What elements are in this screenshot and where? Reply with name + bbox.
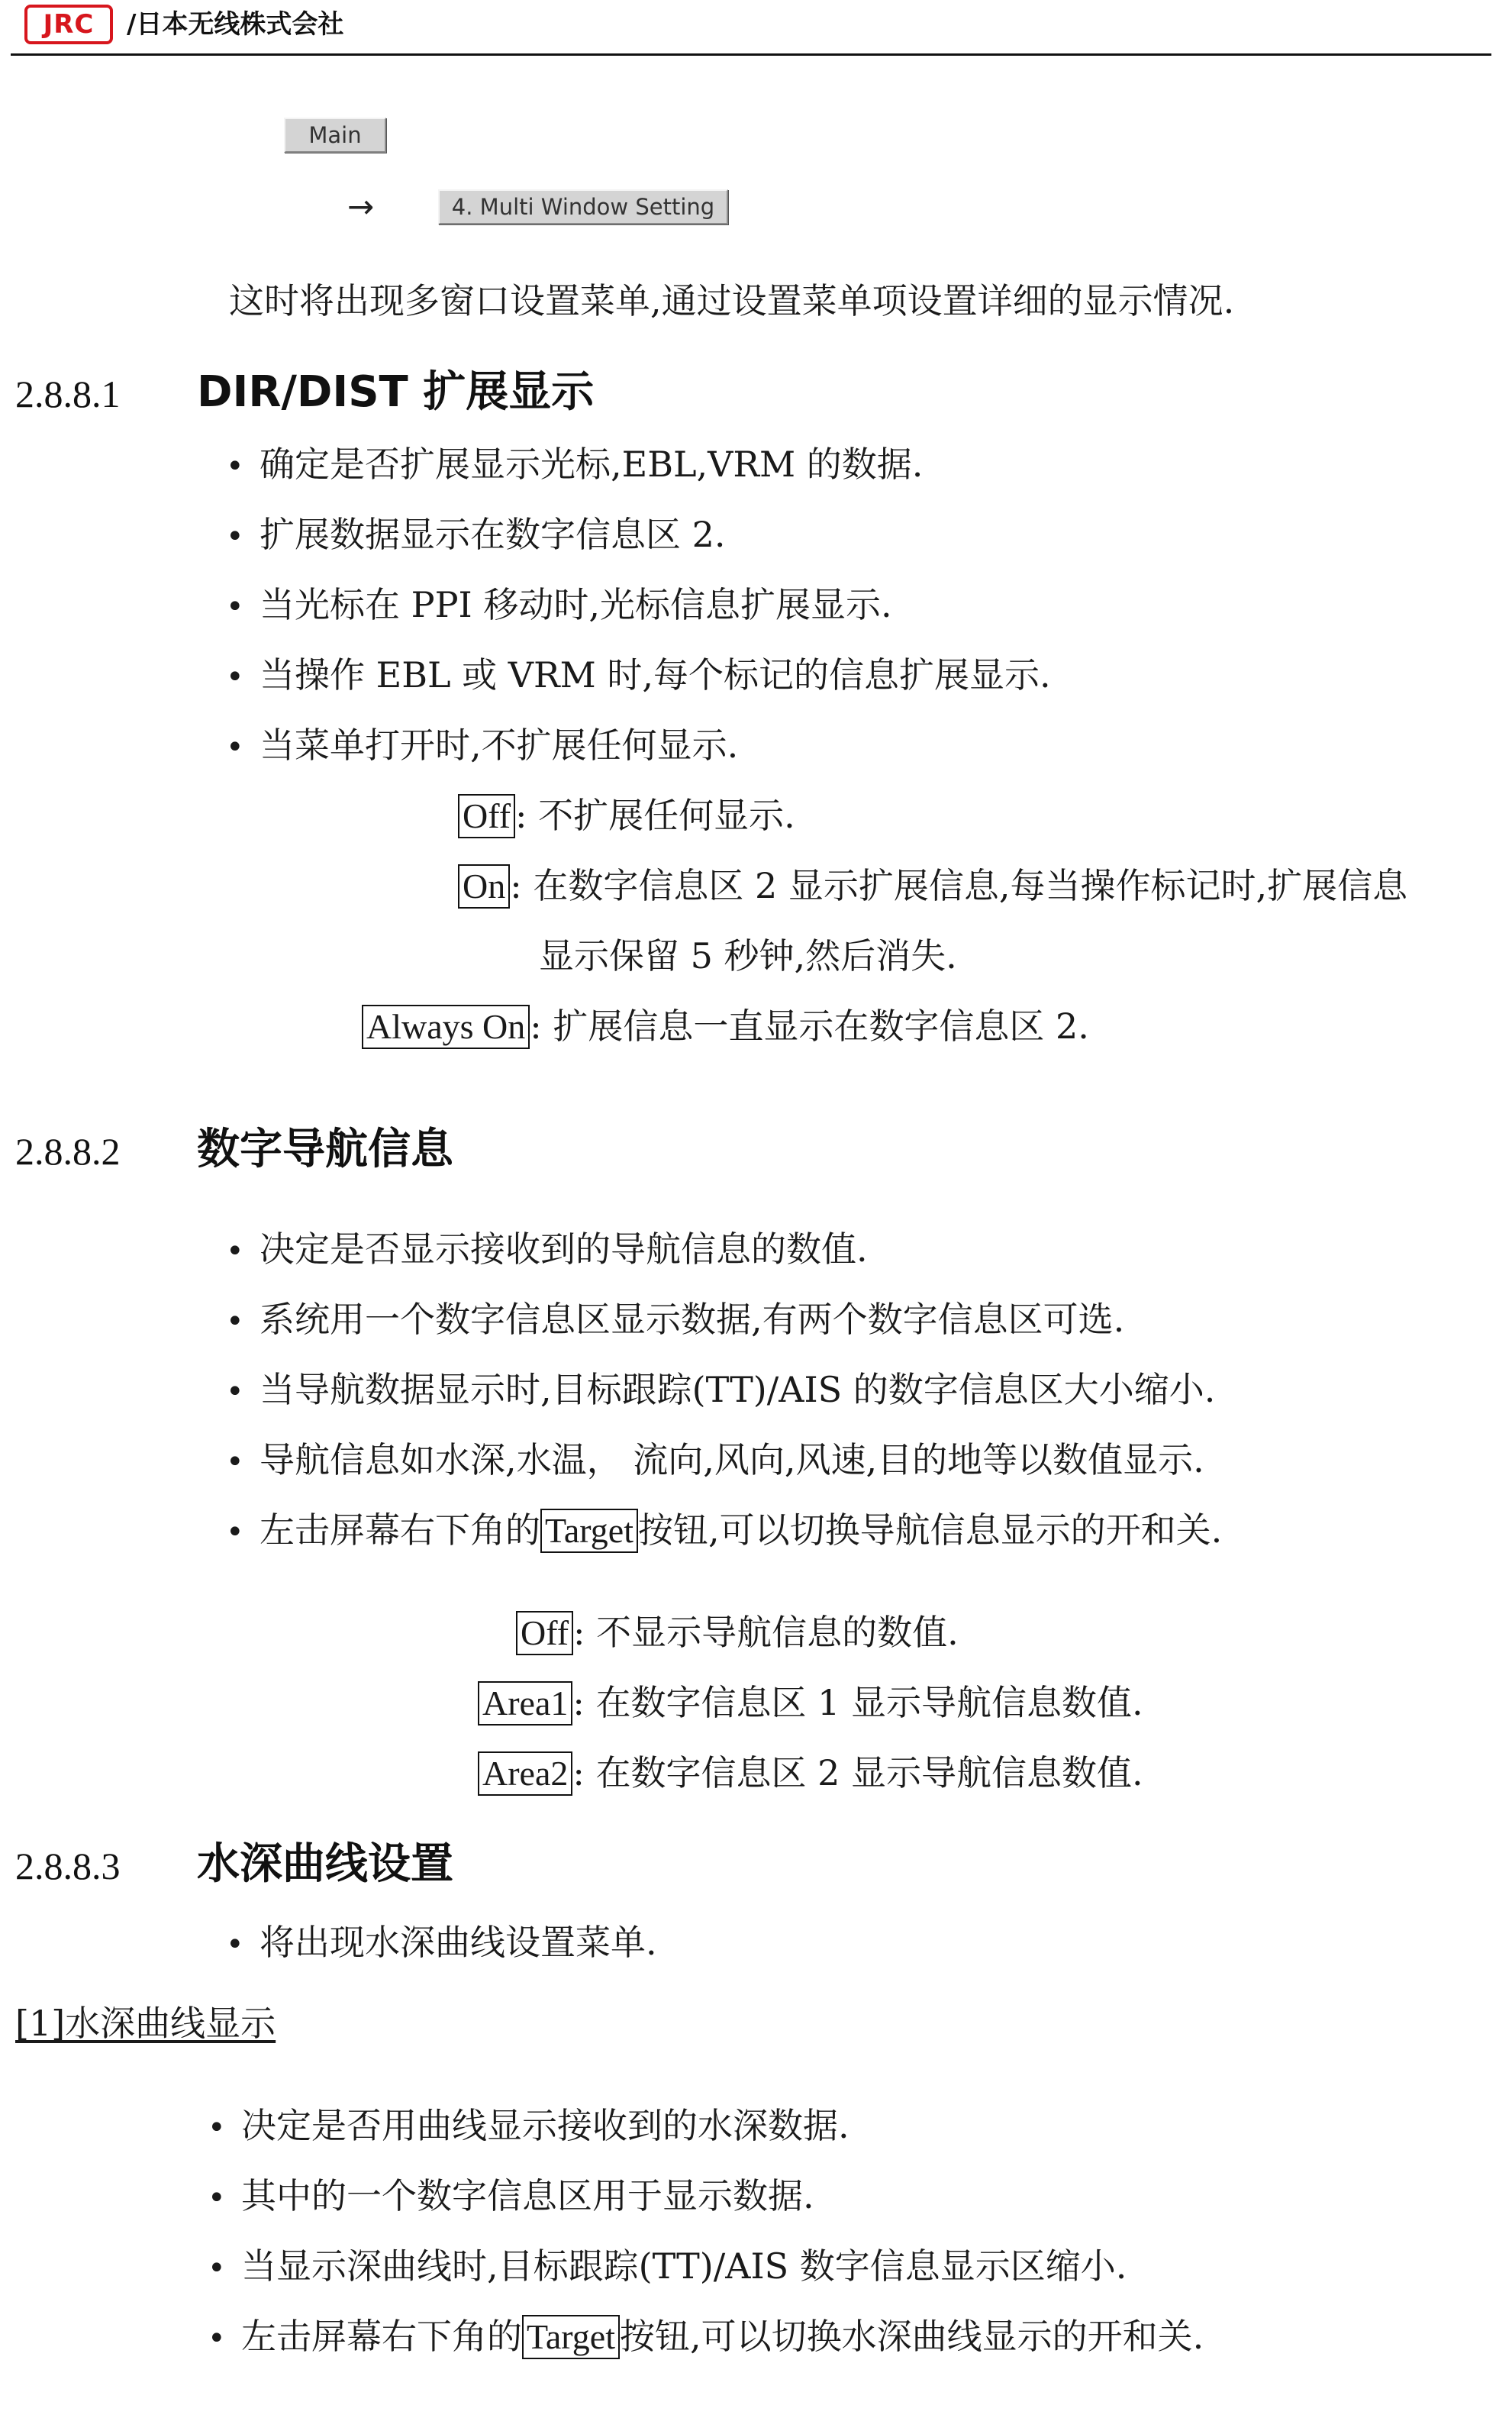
option-off: Off : 不扩展任何显示. <box>458 793 795 838</box>
option-off: Off : 不显示导航信息的数值. <box>516 1609 959 1655</box>
list-item: • 当导航数据显示时,目标跟踪(TT)/AIS 的数字信息区大小缩小. <box>226 1367 1215 1415</box>
list-item: • 当光标在 PPI 移动时,光标信息扩展显示. <box>226 582 892 630</box>
option-on: On : 在数字信息区 2 显示扩展信息,每当操作标记时,扩展信息 <box>458 863 1407 909</box>
option-key: Area1 <box>478 1681 572 1726</box>
bullet-icon: • <box>208 2181 226 2216</box>
list-item: • 当菜单打开时,不扩展任何显示. <box>226 722 738 770</box>
bullet-icon: • <box>226 1515 244 1550</box>
option-key: Area2 <box>478 1751 572 1796</box>
section-title: 水深曲线设置 <box>197 1839 453 1889</box>
section-number: 2.8.8.1 <box>15 373 121 415</box>
target-key: Target <box>522 2315 620 2359</box>
list-item: • 决定是否用曲线显示接收到的水深数据. <box>208 2103 849 2151</box>
option-on-continued: 显示保留 5 秒钟,然后消失. <box>539 935 957 977</box>
list-item: • 左击屏幕右下角的 Target 按钮,可以切换导航信息显示的开和关. <box>226 1507 1222 1555</box>
bullet-icon: • <box>208 2321 226 2356</box>
company-name: /日本无线株式会社 <box>127 9 344 40</box>
main-menu-button[interactable]: Main <box>284 118 386 153</box>
option-key: Always On <box>362 1005 530 1049</box>
option-area2: Area2 : 在数字信息区 2 显示导航信息数值. <box>478 1750 1143 1796</box>
option-key: Off <box>458 794 515 838</box>
bullet-icon: • <box>226 1445 244 1480</box>
bullet-icon: • <box>226 1927 244 1962</box>
multi-window-setting-button[interactable]: 4. Multi Window Setting <box>438 189 728 224</box>
bullet-icon: • <box>208 2110 226 2145</box>
list-item: • 其中的一个数字信息区用于显示数据. <box>208 2173 814 2221</box>
list-item: • 导航信息如水深,水温， 流向,风向,风速,目的地等以数值显示. <box>226 1437 1204 1485</box>
option-always-on: Always On : 扩展信息一直显示在数字信息区 2. <box>362 1003 1089 1049</box>
list-item: • 扩展数据显示在数字信息区 2. <box>226 512 726 560</box>
intro-text: 这时将出现多窗口设置菜单,通过设置菜单项设置详细的显示情况. <box>229 280 1235 321</box>
option-key: Off <box>516 1611 573 1655</box>
page-header <box>0 0 1512 60</box>
jrc-logo: JRC <box>24 5 113 44</box>
list-item: • 决定是否显示接收到的导航信息的数值. <box>226 1226 868 1274</box>
bullet-icon: • <box>226 1304 244 1339</box>
list-item: • 确定是否扩展显示光标,EBL,VRM 的数据. <box>226 441 923 489</box>
header-divider <box>11 53 1491 56</box>
list-item: • 当操作 EBL 或 VRM 时,每个标记的信息扩展显示. <box>226 652 1051 700</box>
target-key: Target <box>540 1509 638 1553</box>
bullet-icon: • <box>226 519 244 554</box>
option-area1: Area1 : 在数字信息区 1 显示导航信息数值. <box>478 1680 1143 1726</box>
bullet-icon: • <box>208 2251 226 2286</box>
bullet-icon: • <box>226 660 244 695</box>
section-title: DIR/DIST 扩展显示 <box>197 367 595 417</box>
subsection-heading: [1]水深曲线显示 <box>15 2003 276 2044</box>
arrow-right-icon: → <box>347 188 375 225</box>
list-item: • 左击屏幕右下角的 Target 按钮,可以切换水深曲线显示的开和关. <box>208 2313 1204 2362</box>
section-number: 2.8.8.2 <box>15 1130 121 1173</box>
bullet-icon: • <box>226 730 244 765</box>
bullet-icon: • <box>226 1374 244 1409</box>
bullet-icon: • <box>226 449 244 484</box>
bullet-icon: • <box>226 589 244 625</box>
list-item: • 系统用一个数字信息区显示数据,有两个数字信息区可选. <box>226 1296 1124 1345</box>
option-key: On <box>458 864 510 909</box>
section-number: 2.8.8.3 <box>15 1845 121 1887</box>
section-title: 数字导航信息 <box>197 1125 453 1174</box>
list-item: • 当显示深曲线时,目标跟踪(TT)/AIS 数字信息显示区缩小. <box>208 2243 1127 2291</box>
list-item: • 将出现水深曲线设置菜单. <box>226 1919 657 1968</box>
bullet-icon: • <box>226 1234 244 1269</box>
